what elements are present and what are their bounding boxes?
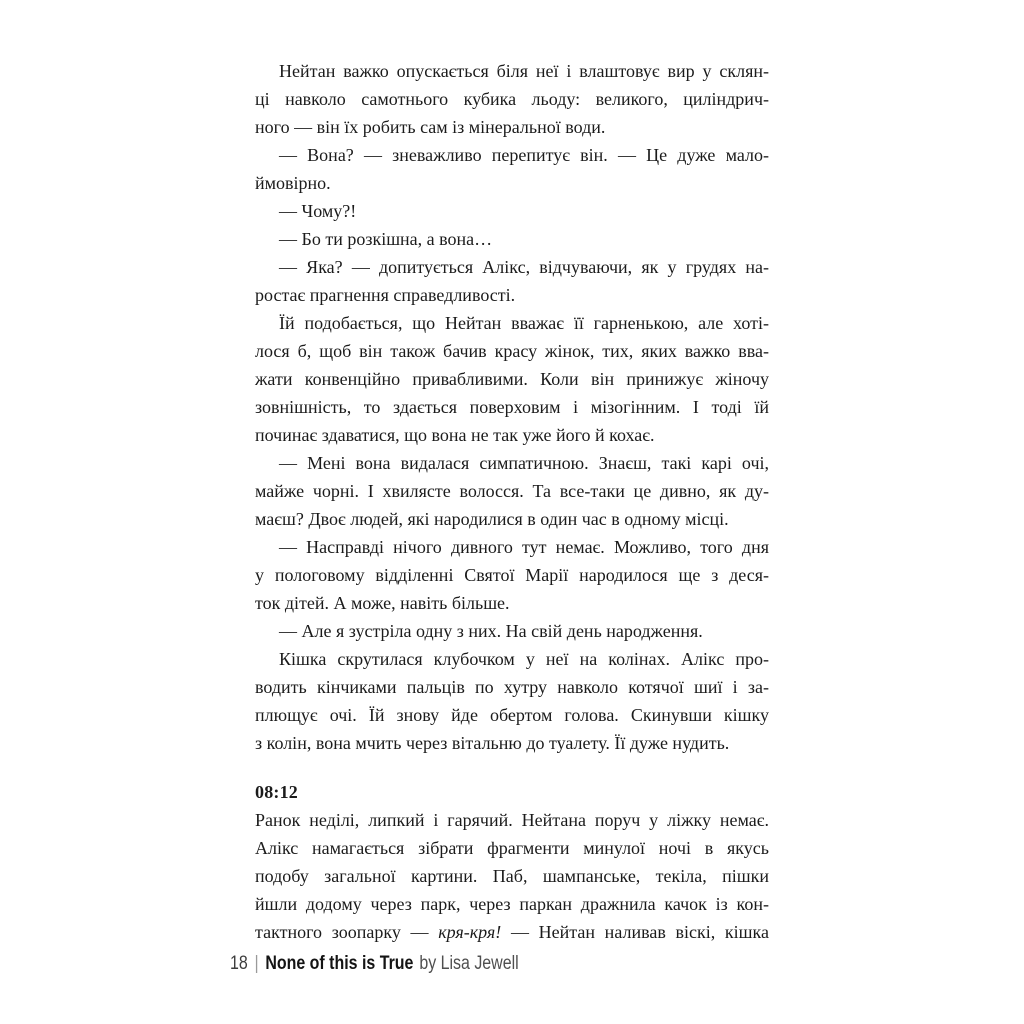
text-line: Нейтан важко опускається біля неї і влаштовує вир у склян- [279, 61, 769, 81]
text-segment: — Нейтан наливав віскі, кішка [501, 922, 770, 942]
text-line: у пологовому відділенні Святої Марії народилося ще з деся- [255, 565, 769, 585]
text-line [255, 918, 769, 946]
text-line: починає здаватися, що вона не так уже його й кохає. [255, 425, 655, 445]
text-line: жати конвенційно привабливими. Коли він принижує жіночу [255, 369, 769, 389]
text-line: — Мені вона видалася симпатичною. Знаєш, такі карі очі, [279, 453, 769, 473]
book-title: None of this is True [265, 953, 414, 974]
text-line: — Насправді нічого дивного тут немає. Можливо, того дня [279, 537, 769, 557]
text-line: — Бо ти розкішна, а вона… [279, 229, 493, 249]
text-line: лося б, щоб він також бачив красу жінок, тих, яких важко вва- [255, 341, 769, 361]
text-segment: тактного зоопарку — [255, 922, 439, 942]
page-number: 18 [230, 953, 248, 974]
text-line: водить кінчиками пальців по хутру навколо котячої шиї і за- [255, 677, 769, 697]
page-footer [230, 953, 574, 975]
text-line: — Вона? — зневажливо перепитує він. — Це дуже мало- [279, 145, 769, 165]
text-line: плющує очі. Їй знову йде обертом голова. Скинувши кішку [255, 705, 769, 725]
text-line: зовнішність, то здається поверховим і мізогінним. І тоді їй [255, 397, 769, 417]
text-line: маєш? Двоє людей, які народилися в один час в одному місці. [255, 509, 729, 529]
text-line: йшли додому через парк, через паркан дражнила качок із кон- [255, 894, 769, 914]
text-line: ток дітей. А може, навіть більше. [255, 593, 510, 613]
text-line: — Чому?! [279, 201, 357, 221]
text-line: Алікс намагається зібрати фрагменти минулої ночі в якусь [255, 838, 769, 858]
section-heading: 08:12 [255, 782, 298, 802]
footer-content [230, 953, 519, 975]
text-line: — Але я зустріла одну з них. На свій день народження. [279, 621, 703, 641]
footer-separator: | [254, 953, 259, 974]
text-line: ростає прагнення справедливості. [255, 285, 516, 305]
italic-text: кря-кря! [438, 922, 502, 942]
text-line: Кішка скрутилася клубочком у неї на колінах. Алікс про- [279, 649, 769, 669]
text-line: ймовірно. [255, 173, 331, 193]
text-line: ного — він їх робить сам із мінеральної води. [255, 117, 606, 137]
body-text [255, 57, 769, 946]
book-author: by Lisa Jewell [419, 953, 519, 974]
text-line: — Яка? — допитується Алікс, відчуваючи, як у грудях на- [279, 257, 769, 277]
text-line: подобу загальної картини. Паб, шампанське, текіла, пішки [255, 866, 769, 886]
text-line: ці навколо самотнього кубика льоду: великого, циліндрич- [255, 89, 769, 109]
text-line: Їй подобається, що Нейтан вважає її гарненькою, але хоті- [279, 313, 769, 333]
text-line: з колін, вона мчить через вітальню до туалету. Її дуже нудить. [255, 733, 730, 753]
text-line: майже чорні. І хвилясте волосся. Та все-таки це дивно, як ду- [255, 481, 769, 501]
text-line: Ранок неділі, липкий і гарячий. Нейтана поруч у ліжку немає. [255, 810, 769, 830]
